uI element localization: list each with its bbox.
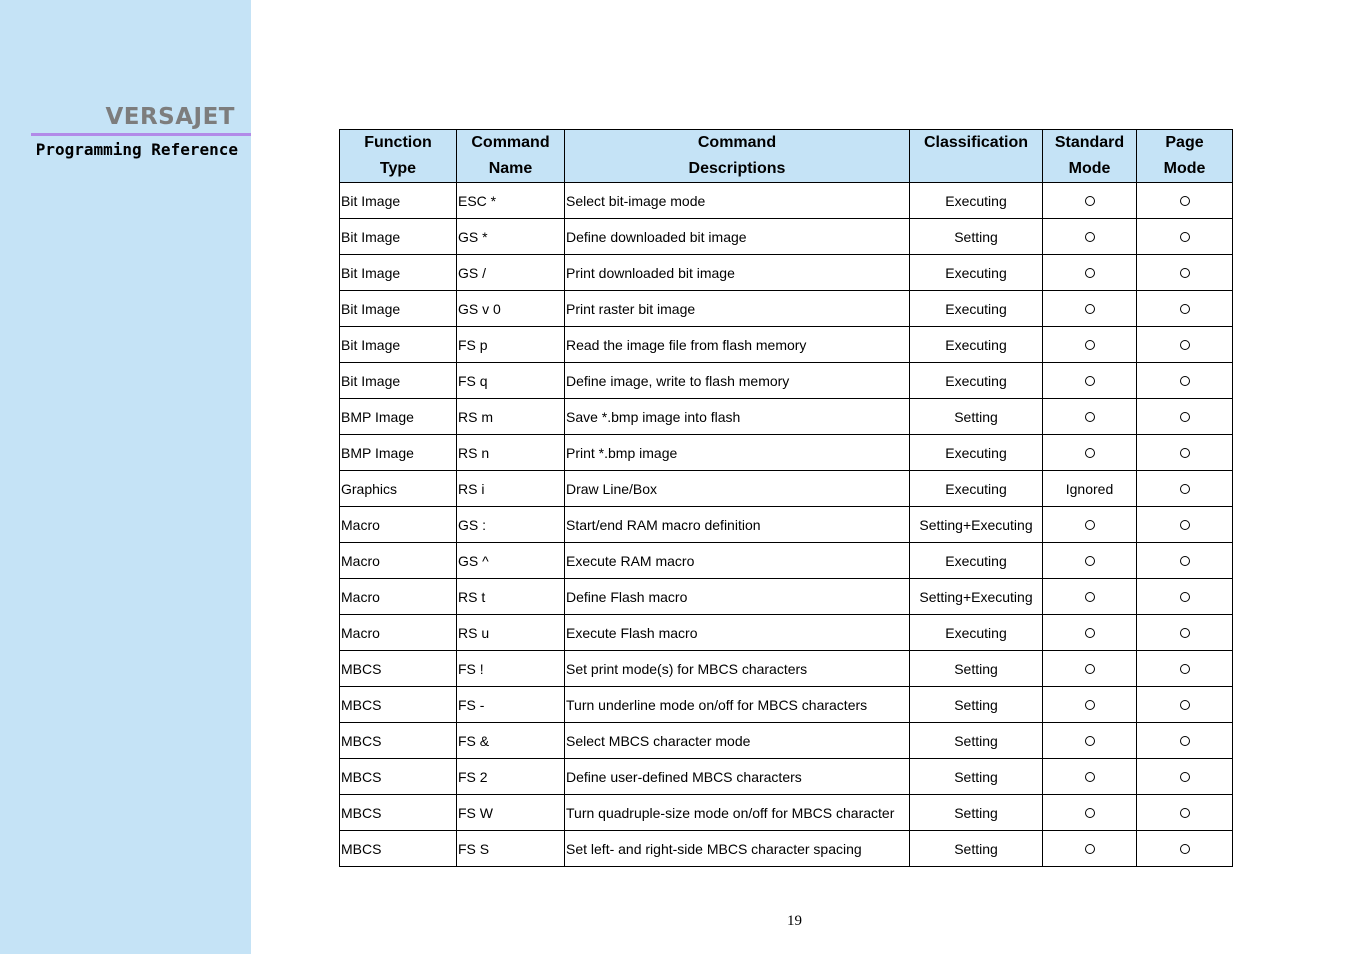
standard-mode-cell [1043,399,1137,435]
classification-cell: Executing [910,543,1043,579]
function-type-cell: Graphics [340,471,457,507]
description-cell: Start/end RAM macro definition [565,507,910,543]
command-name-cell: FS q [457,363,565,399]
table-row [340,255,1233,291]
classification-cell: Setting [910,759,1043,795]
supported-circle-icon [1180,412,1190,422]
classification-cell: Executing [910,183,1043,219]
function-type-cell: MBCS [340,723,457,759]
description-cell: Execute RAM macro [565,543,910,579]
command-table-container [339,129,1233,867]
table-row [340,363,1233,399]
classification-cell: Executing [910,255,1043,291]
description-cell: Save *.bmp image into flash [565,399,910,435]
supported-circle-icon [1180,844,1190,854]
supported-circle-icon [1085,232,1095,242]
command-name-cell: FS 2 [457,759,565,795]
description-cell: Select bit-image mode [565,183,910,219]
function-type-cell: Macro [340,579,457,615]
table-row [340,219,1233,255]
command-name-cell: RS t [457,579,565,615]
column-header-line2: Type [379,160,417,177]
supported-circle-icon [1180,484,1190,494]
classification-cell: Setting [910,795,1043,831]
function-type-cell: BMP Image [340,399,457,435]
description-cell: Draw Line/Box [565,471,910,507]
supported-circle-icon [1180,304,1190,314]
classification-cell: Executing [910,291,1043,327]
brand-divider [31,133,251,136]
table-row [340,507,1233,543]
column-header-line2: Mode [1163,160,1206,177]
supported-circle-icon [1180,448,1190,458]
description-cell: Print *.bmp image [565,435,910,471]
standard-mode-cell [1043,579,1137,615]
function-type-cell: MBCS [340,651,457,687]
page-mode-cell [1137,219,1233,255]
page-mode-cell [1137,651,1233,687]
supported-circle-icon [1180,700,1190,710]
function-type-cell: Bit Image [340,183,457,219]
function-type-cell: Bit Image [340,363,457,399]
page-mode-cell [1137,399,1233,435]
description-cell: Select MBCS character mode [565,723,910,759]
supported-circle-icon [1180,232,1190,242]
description-cell: Set print mode(s) for MBCS characters [565,651,910,687]
supported-circle-icon [1085,664,1095,674]
standard-mode-cell [1043,219,1137,255]
table-row [340,615,1233,651]
table-row [340,579,1233,615]
column-header-line1: Command [471,134,550,151]
classification-cell: Executing [910,327,1043,363]
standard-mode-cell [1043,183,1137,219]
command-name-cell: GS v 0 [457,291,565,327]
standard-mode-cell [1043,543,1137,579]
supported-circle-icon [1180,268,1190,278]
page-mode-cell [1137,327,1233,363]
supported-circle-icon [1180,628,1190,638]
supported-circle-icon [1085,736,1095,746]
description-cell: Define downloaded bit image [565,219,910,255]
function-type-cell: MBCS [340,687,457,723]
page-mode-cell [1137,579,1233,615]
command-name-cell: FS ! [457,651,565,687]
table-row [340,831,1233,867]
classification-cell: Setting [910,399,1043,435]
standard-mode-cell [1043,723,1137,759]
column-header-line1: Page [1165,134,1204,151]
function-type-cell: Bit Image [340,219,457,255]
supported-circle-icon [1180,340,1190,350]
command-name-cell: FS & [457,723,565,759]
table-row [340,651,1233,687]
page-mode-cell [1137,255,1233,291]
supported-circle-icon [1180,196,1190,206]
command-name-cell: RS i [457,471,565,507]
classification-cell: Executing [910,615,1043,651]
standard-mode-cell [1043,327,1137,363]
page-mode-cell [1137,831,1233,867]
command-name-cell: FS p [457,327,565,363]
function-type-cell: Macro [340,507,457,543]
description-cell: Print downloaded bit image [565,255,910,291]
classification-cell: Setting+Executing [910,507,1043,543]
column-header-line1: Standard [1054,134,1125,151]
table-row [340,723,1233,759]
page-mode-cell [1137,435,1233,471]
page-mode-cell [1137,543,1233,579]
page-mode-cell [1137,687,1233,723]
function-type-cell: MBCS [340,831,457,867]
command-name-cell: GS : [457,507,565,543]
column-header [910,130,1043,183]
column-header [457,130,565,183]
page-mode-cell [1137,291,1233,327]
description-cell: Print raster bit image [565,291,910,327]
function-type-cell: Bit Image [340,291,457,327]
function-type-cell: Bit Image [340,327,457,363]
table-body [340,183,1233,867]
column-header-line2: Mode [1068,160,1111,177]
supported-circle-icon [1180,808,1190,818]
command-name-cell: ESC * [457,183,565,219]
document-subtitle: Programming Reference [35,140,238,159]
command-name-cell: FS S [457,831,565,867]
page-number: 19 [787,913,802,929]
function-type-cell: MBCS [340,795,457,831]
command-name-cell: GS * [457,219,565,255]
table-row [340,543,1233,579]
column-header [1043,130,1137,183]
column-header-line1: Command [697,134,777,151]
standard-mode-cell [1043,363,1137,399]
table-header-row [340,130,1233,183]
standard-mode-cell [1043,831,1137,867]
supported-circle-icon [1085,448,1095,458]
page-mode-cell [1137,759,1233,795]
standard-mode-cell [1043,759,1137,795]
description-cell: Turn underline mode on/off for MBCS characters [565,687,910,723]
description-cell: Read the image file from flash memory [565,327,910,363]
description-cell: Define image, write to flash memory [565,363,910,399]
supported-circle-icon [1180,520,1190,530]
standard-mode-cell [1043,291,1137,327]
table-row [340,435,1233,471]
standard-mode-cell [1043,435,1137,471]
standard-mode-cell [1043,687,1137,723]
supported-circle-icon [1085,196,1095,206]
supported-circle-icon [1085,844,1095,854]
description-cell: Set left- and right-side MBCS character spacing [565,831,910,867]
table-row [340,687,1233,723]
function-type-cell: BMP Image [340,435,457,471]
table-row [340,327,1233,363]
page-mode-cell [1137,183,1233,219]
supported-circle-icon [1180,772,1190,782]
classification-cell: Executing [910,471,1043,507]
column-header-line2: Name [488,160,533,177]
classification-cell: Setting [910,651,1043,687]
description-cell: Define Flash macro [565,579,910,615]
command-name-cell: FS W [457,795,565,831]
supported-circle-icon [1085,556,1095,566]
command-name-cell: RS m [457,399,565,435]
standard-mode-cell [1043,795,1137,831]
page-mode-cell [1137,471,1233,507]
sidebar [0,0,251,954]
table-row [340,183,1233,219]
column-header [565,130,910,183]
column-header [340,130,457,183]
page-mode-cell [1137,615,1233,651]
classification-cell: Executing [910,435,1043,471]
supported-circle-icon [1180,376,1190,386]
standard-mode-cell [1043,255,1137,291]
column-header [1137,130,1233,183]
command-name-cell: FS - [457,687,565,723]
table-row [340,399,1233,435]
classification-cell: Executing [910,363,1043,399]
standard-mode-cell: Ignored [1043,471,1137,507]
column-header-line2: Descriptions [688,160,786,177]
command-name-cell: RS n [457,435,565,471]
supported-circle-icon [1085,592,1095,602]
command-name-cell: RS u [457,615,565,651]
table-row [340,759,1233,795]
function-type-cell: Bit Image [340,255,457,291]
column-header-line1: Function [364,134,432,151]
classification-cell: Setting [910,723,1043,759]
supported-circle-icon [1085,340,1095,350]
classification-cell: Setting [910,687,1043,723]
supported-circle-icon [1085,700,1095,710]
supported-circle-icon [1085,268,1095,278]
page-mode-cell [1137,507,1233,543]
supported-circle-icon [1085,772,1095,782]
standard-mode-cell [1043,615,1137,651]
function-type-cell: Macro [340,615,457,651]
standard-mode-cell [1043,507,1137,543]
supported-circle-icon [1180,592,1190,602]
supported-circle-icon [1180,664,1190,674]
description-cell: Turn quadruple-size mode on/off for MBCS character [565,795,910,831]
page-mode-cell [1137,363,1233,399]
description-cell: Define user-defined MBCS characters [565,759,910,795]
page-mode-cell [1137,795,1233,831]
supported-circle-icon [1085,628,1095,638]
function-type-cell: MBCS [340,759,457,795]
brand-logo: VERSAJET [105,104,235,130]
classification-cell: Setting [910,219,1043,255]
supported-circle-icon [1180,556,1190,566]
function-type-cell: Macro [340,543,457,579]
classification-cell: Setting [910,831,1043,867]
standard-mode-cell [1043,651,1137,687]
classification-cell: Setting+Executing [910,579,1043,615]
page-mode-cell [1137,723,1233,759]
table-row [340,795,1233,831]
table-row [340,471,1233,507]
column-header-line1: Classification [923,134,1029,151]
command-name-cell: GS ^ [457,543,565,579]
description-cell: Execute Flash macro [565,615,910,651]
supported-circle-icon [1085,808,1095,818]
supported-circle-icon [1085,304,1095,314]
command-table [339,129,1233,867]
supported-circle-icon [1085,412,1095,422]
supported-circle-icon [1085,520,1095,530]
supported-circle-icon [1180,736,1190,746]
command-name-cell: GS / [457,255,565,291]
table-row [340,291,1233,327]
supported-circle-icon [1085,376,1095,386]
